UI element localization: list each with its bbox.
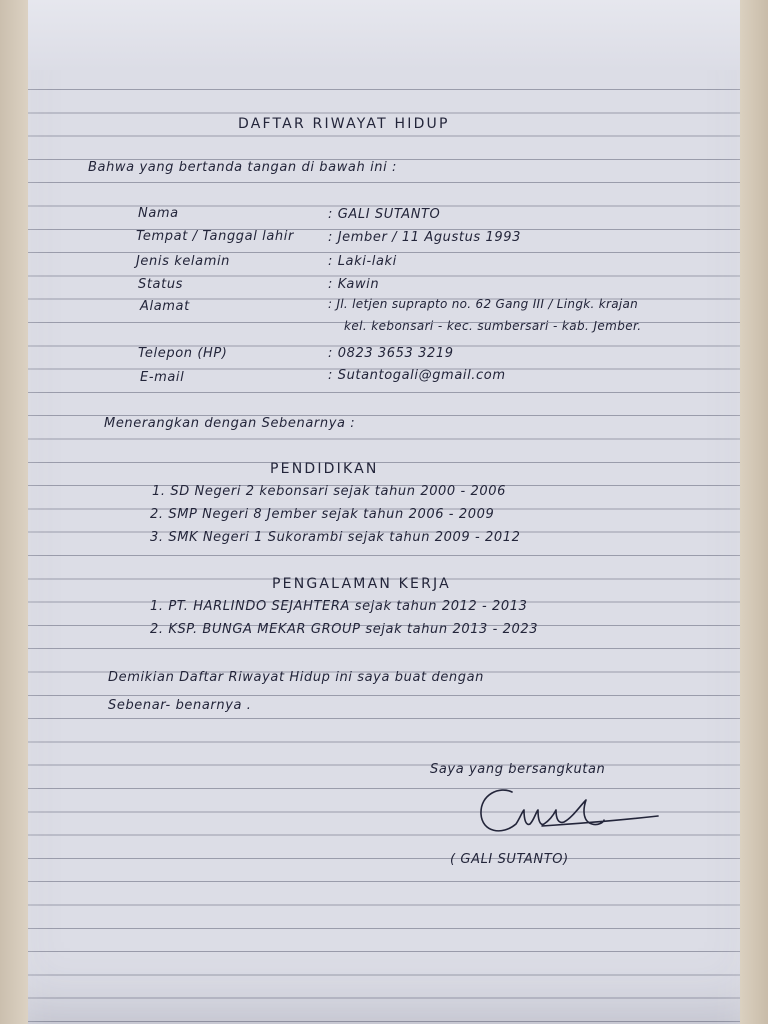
value-nama: : GALI SUTANTO: [328, 207, 441, 222]
statement-line: Menerangkan dengan Sebenarnya :: [104, 416, 356, 431]
value-status: : Kawin: [328, 277, 380, 292]
handwritten-signature: [472, 780, 662, 848]
education-item-3: 3. SMK Negeri 1 Sukorambi sejak tahun 2009 - 2012: [150, 530, 521, 545]
signoff-name: ( GALI SUTANTO): [450, 852, 569, 867]
label-alamat: Alamat: [140, 299, 190, 314]
label-telepon: Telepon (HP): [138, 346, 228, 361]
label-nama: Nama: [138, 206, 179, 221]
value-alamat-line2: kel. kebonsari - kec. sumbersari - kab. Jember.: [344, 319, 642, 333]
experience-heading: PENGALAMAN KERJA: [272, 576, 451, 592]
experience-item-2: 2. KSP. BUNGA MEKAR GROUP sejak tahun 2013 - 2023: [150, 622, 539, 637]
education-item-1: 1. SD Negeri 2 kebonsari sejak tahun 2000 - 2006: [152, 484, 507, 499]
paper-top-margin: [28, 0, 740, 70]
value-email: : Sutantogali@gmail.com: [328, 368, 506, 383]
table-surface-left: [0, 0, 30, 1024]
signoff-label: Saya yang bersangkutan: [430, 762, 606, 777]
closing-line-2: Sebenar- benarnya .: [108, 698, 252, 713]
label-email: E-mail: [140, 370, 185, 385]
label-tempat-tanggal-lahir: Tempat / Tanggal lahir: [136, 229, 294, 244]
value-telepon: : 0823 3653 3219: [328, 346, 454, 361]
label-status: Status: [138, 277, 184, 292]
education-heading: PENDIDIKAN: [270, 461, 379, 477]
value-jenis-kelamin: : Laki-laki: [328, 254, 397, 269]
value-tempat-tanggal-lahir: : Jember / 11 Agustus 1993: [328, 230, 522, 245]
closing-line-1: Demikian Daftar Riwayat Hidup ini saya buat dengan: [108, 670, 485, 685]
table-surface-right: [738, 0, 768, 1024]
experience-item-1: 1. PT. HARLINDO SEJAHTERA sejak tahun 2012 - 2013: [150, 599, 528, 614]
education-item-2: 2. SMP Negeri 8 Jember sejak tahun 2006 - 2009: [150, 507, 495, 522]
label-jenis-kelamin: Jenis kelamin: [136, 254, 231, 269]
value-alamat-line1: : Jl. letjen suprapto no. 62 Gang III / Lingk. krajan: [328, 297, 639, 311]
intro-line: Bahwa yang bertanda tangan di bawah ini :: [88, 160, 398, 175]
document-title: DAFTAR RIWAYAT HIDUP: [238, 116, 450, 132]
